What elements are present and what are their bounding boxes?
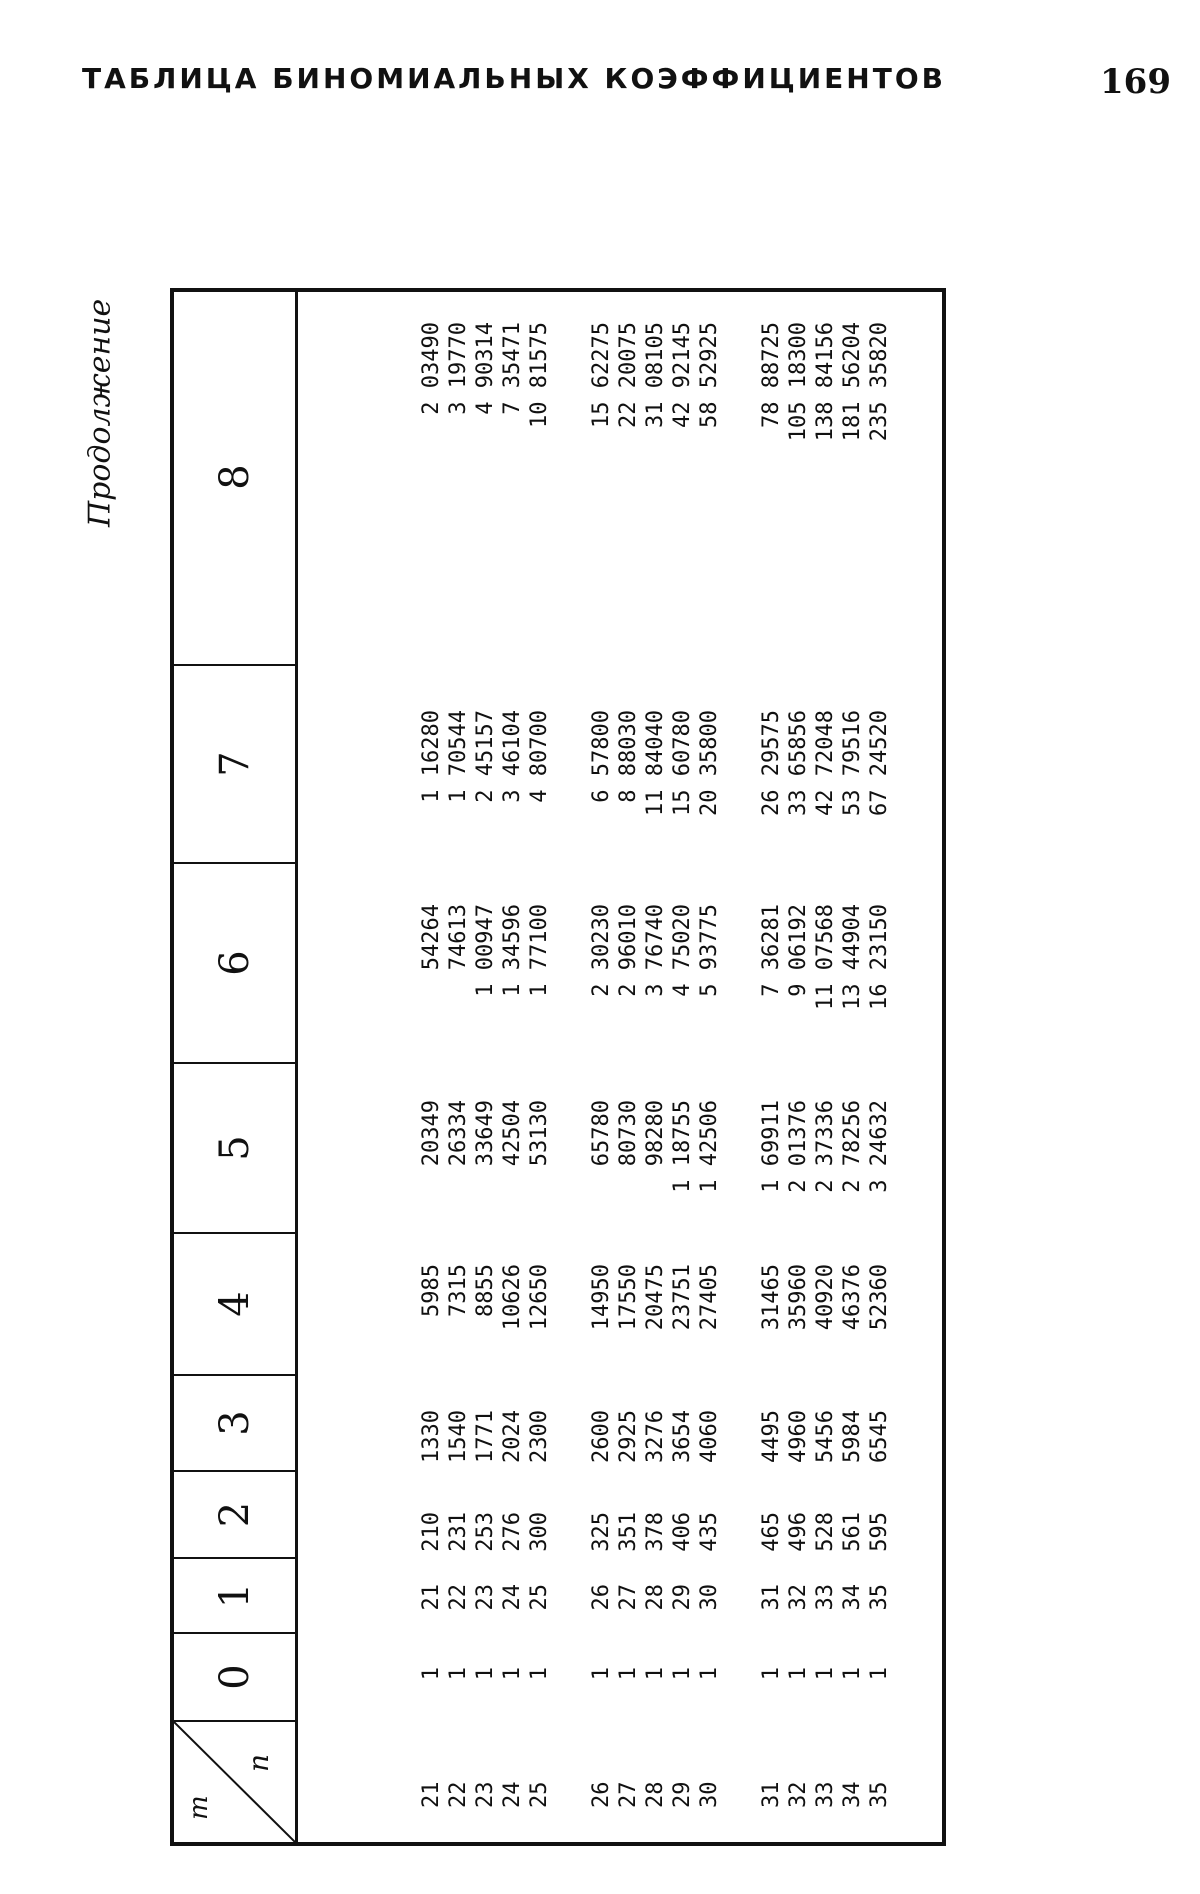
row-n-value: 26: [589, 1781, 614, 1808]
row-n-value: 24: [500, 1781, 525, 1808]
continuation-label: Продолжение: [82, 298, 118, 528]
table-row: [812, 292, 839, 1842]
column-header-4: 4: [174, 1232, 295, 1374]
cell-value: 1: [500, 1667, 525, 1681]
corner-label-m: m: [184, 1795, 214, 1820]
cell-value: 23751: [670, 1264, 695, 1331]
cell-value: 35960: [786, 1264, 811, 1331]
table-row: [445, 292, 472, 1842]
cell-value: 80730: [616, 1100, 641, 1167]
cell-value: 2 03490: [419, 322, 444, 415]
cell-value: 253: [473, 1512, 498, 1552]
cell-value: 3 19770: [446, 322, 471, 415]
cell-value: 1: [616, 1667, 641, 1681]
cell-value: 6545: [867, 1410, 892, 1463]
cell-value: 3 46104: [500, 710, 525, 803]
cell-value: 42 92145: [670, 322, 695, 428]
column-header-8: 8: [211, 464, 258, 490]
table-row: [615, 292, 642, 1842]
table-row: [866, 292, 893, 1842]
cell-value: 2 96010: [616, 904, 641, 997]
cell-value: 1 18755: [670, 1100, 695, 1193]
cell-value: 1: [670, 1667, 695, 1681]
cell-value: 1 69911: [759, 1100, 784, 1193]
column-header-2: 2: [174, 1470, 295, 1557]
row-n-value: 27: [616, 1781, 641, 1808]
row-n-value: 30: [697, 1781, 722, 1808]
cell-value: 231: [446, 1512, 471, 1552]
cell-value: 13 44904: [840, 904, 865, 1010]
cell-value: 53130: [527, 1100, 552, 1167]
table-row: [696, 292, 723, 1842]
row-n-value: 34: [840, 1781, 865, 1808]
cell-value: 1 34596: [500, 904, 525, 997]
row-n-value: 22: [446, 1781, 471, 1808]
cell-value: 33 65856: [786, 710, 811, 816]
cell-value: 46376: [840, 1264, 865, 1331]
cell-value: 4060: [697, 1410, 722, 1463]
cell-value: 40920: [813, 1264, 838, 1331]
cell-value: 2600: [589, 1410, 614, 1463]
cell-value: 2 78256: [840, 1100, 865, 1193]
cell-value: 28: [643, 1584, 668, 1611]
cell-value: 24: [500, 1584, 525, 1611]
cell-value: 74613: [446, 904, 471, 971]
cell-value: 14950: [589, 1264, 614, 1331]
cell-value: 1 70544: [446, 710, 471, 803]
cell-value: 2024: [500, 1410, 525, 1463]
cell-value: 595: [867, 1512, 892, 1552]
cell-value: 11 07568: [813, 904, 838, 1010]
cell-value: 210: [419, 1512, 444, 1552]
table-row: [418, 292, 445, 1842]
cell-value: 52360: [867, 1264, 892, 1331]
cell-value: 20349: [419, 1100, 444, 1167]
cell-value: 276: [500, 1512, 525, 1552]
cell-value: 53 79516: [840, 710, 865, 816]
cell-value: 34: [840, 1584, 865, 1611]
cell-value: 181 56204: [840, 322, 865, 442]
page-number: 169: [1100, 62, 1171, 102]
cell-value: 5 93775: [697, 904, 722, 997]
cell-value: 1 00947: [473, 904, 498, 997]
table-row: [526, 292, 553, 1842]
corner-diagonal: [174, 1720, 295, 1842]
cell-value: 1: [840, 1667, 865, 1681]
row-n-value: 35: [867, 1781, 892, 1808]
cell-value: 31 08105: [643, 322, 668, 428]
cell-value: 235 35820: [867, 322, 892, 442]
cell-value: 42 72048: [813, 710, 838, 816]
cell-value: 5984: [840, 1410, 865, 1463]
cell-value: 3 24632: [867, 1100, 892, 1193]
cell-value: 1 16280: [419, 710, 444, 803]
table-wrapper: [170, 288, 946, 1846]
cell-value: 528: [813, 1512, 838, 1552]
cell-value: 16 23150: [867, 904, 892, 1010]
cell-value: 4495: [759, 1410, 784, 1463]
cell-value: 27: [616, 1584, 641, 1611]
cell-value: 1: [759, 1667, 784, 1681]
cell-value: 1: [419, 1667, 444, 1681]
cell-value: 4 75020: [670, 904, 695, 997]
cell-value: 2 37336: [813, 1100, 838, 1193]
cell-value: 105 18300: [786, 322, 811, 442]
cell-value: 5456: [813, 1410, 838, 1463]
cell-value: 33: [813, 1584, 838, 1611]
cell-value: 4 80700: [527, 710, 552, 803]
row-n-value: 25: [527, 1781, 552, 1808]
cell-value: 67 24520: [867, 710, 892, 816]
table-row: [642, 292, 669, 1842]
cell-value: 1: [446, 1667, 471, 1681]
table-row: [839, 292, 866, 1842]
cell-value: 3276: [643, 1410, 668, 1463]
cell-value: 15 62275: [589, 322, 614, 428]
column-header-0: 0: [174, 1632, 295, 1720]
cell-value: 8 88030: [616, 710, 641, 803]
cell-value: 1: [589, 1667, 614, 1681]
cell-value: 6 57800: [589, 710, 614, 803]
row-n-value: 28: [643, 1781, 668, 1808]
cell-value: 1: [867, 1667, 892, 1681]
column-header-7: 7: [174, 664, 295, 862]
cell-value: 4 90314: [473, 322, 498, 415]
cell-value: 31465: [759, 1264, 784, 1331]
cell-value: 22: [446, 1584, 471, 1611]
cell-value: 5985: [419, 1264, 444, 1317]
cell-value: 4960: [786, 1410, 811, 1463]
cell-value: 7315: [446, 1264, 471, 1317]
cell-value: 33649: [473, 1100, 498, 1167]
cell-value: 9 06192: [786, 904, 811, 997]
cell-value: 26 29575: [759, 710, 784, 816]
row-n-value: 31: [759, 1781, 784, 1808]
binomial-table: [170, 288, 946, 1846]
row-n-value: 29: [670, 1781, 695, 1808]
cell-value: 1330: [419, 1410, 444, 1463]
cell-value: 27405: [697, 1264, 722, 1331]
cell-value: 31: [759, 1584, 784, 1611]
row-n-value: 23: [473, 1781, 498, 1808]
cell-value: 2 45157: [473, 710, 498, 803]
column-header-3: 3: [174, 1374, 295, 1470]
cell-value: 1: [786, 1667, 811, 1681]
cell-value: 1771: [473, 1410, 498, 1463]
cell-value: 3654: [670, 1410, 695, 1463]
cell-value: 1: [527, 1667, 552, 1681]
cell-value: 22 20075: [616, 322, 641, 428]
cell-value: 325: [589, 1512, 614, 1552]
cell-value: 42504: [500, 1100, 525, 1167]
cell-value: 8855: [473, 1264, 498, 1317]
cell-value: 378: [643, 1512, 668, 1552]
row-n-value: 32: [786, 1781, 811, 1808]
cell-value: 435: [697, 1512, 722, 1552]
cell-value: 1: [697, 1667, 722, 1681]
cell-value: 54264: [419, 904, 444, 971]
cell-value: 17550: [616, 1264, 641, 1331]
cell-value: 7 36281: [759, 904, 784, 997]
cell-value: 406: [670, 1512, 695, 1552]
cell-value: 7 35471: [500, 322, 525, 415]
cell-value: 2300: [527, 1410, 552, 1463]
cell-value: 561: [840, 1512, 865, 1552]
cell-value: 20475: [643, 1264, 668, 1331]
cell-value: 26334: [446, 1100, 471, 1167]
cell-value: 1: [643, 1667, 668, 1681]
cell-value: 15 60780: [670, 710, 695, 816]
cell-value: 35: [867, 1584, 892, 1611]
cell-value: 29: [670, 1584, 695, 1611]
cell-value: 2925: [616, 1410, 641, 1463]
column-header-5: 5: [174, 1062, 295, 1232]
cell-value: 465: [759, 1512, 784, 1552]
cell-value: 1: [813, 1667, 838, 1681]
cell-value: 496: [786, 1512, 811, 1552]
table-row: [588, 292, 615, 1842]
page-header-title: ТАБЛИЦА БИНОМИАЛЬНЫХ КОЭФФИЦИЕНТОВ: [82, 62, 946, 95]
cell-value: 58 52925: [697, 322, 722, 428]
cell-value: 10 81575: [527, 322, 552, 428]
cell-value: 25: [527, 1584, 552, 1611]
table-row: [499, 292, 526, 1842]
row-n-value: 33: [813, 1781, 838, 1808]
cell-value: 1540: [446, 1410, 471, 1463]
cell-value: 351: [616, 1512, 641, 1552]
cell-value: 12650: [527, 1264, 552, 1331]
cell-value: 2 01376: [786, 1100, 811, 1193]
cell-value: 3 76740: [643, 904, 668, 997]
cell-value: 32: [786, 1584, 811, 1611]
cell-value: 30: [697, 1584, 722, 1611]
row-n-value: 21: [419, 1781, 444, 1808]
cell-value: 65780: [589, 1100, 614, 1167]
cell-value: 1 42506: [697, 1100, 722, 1193]
corner-label-n: n: [242, 1753, 275, 1772]
cell-value: 26: [589, 1584, 614, 1611]
cell-value: 2 30230: [589, 904, 614, 997]
cell-value: 98280: [643, 1100, 668, 1167]
cell-value: 20 35800: [697, 710, 722, 816]
cell-value: 23: [473, 1584, 498, 1611]
table-row: [669, 292, 696, 1842]
cell-value: 300: [527, 1512, 552, 1552]
table-row: [472, 292, 499, 1842]
column-header-6: 6: [174, 862, 295, 1062]
cell-value: 138 84156: [813, 322, 838, 442]
table-corner-cell: [174, 1720, 295, 1842]
table-header-row: [174, 292, 298, 1842]
cell-value: 1: [473, 1667, 498, 1681]
table-row: [758, 292, 785, 1842]
cell-value: 10626: [500, 1264, 525, 1331]
table-row: [785, 292, 812, 1842]
cell-value: 21: [419, 1584, 444, 1611]
cell-value: 78 88725: [759, 322, 784, 428]
cell-value: 11 84040: [643, 710, 668, 816]
column-header-1: 1: [174, 1557, 295, 1632]
cell-value: 1 77100: [527, 904, 552, 997]
